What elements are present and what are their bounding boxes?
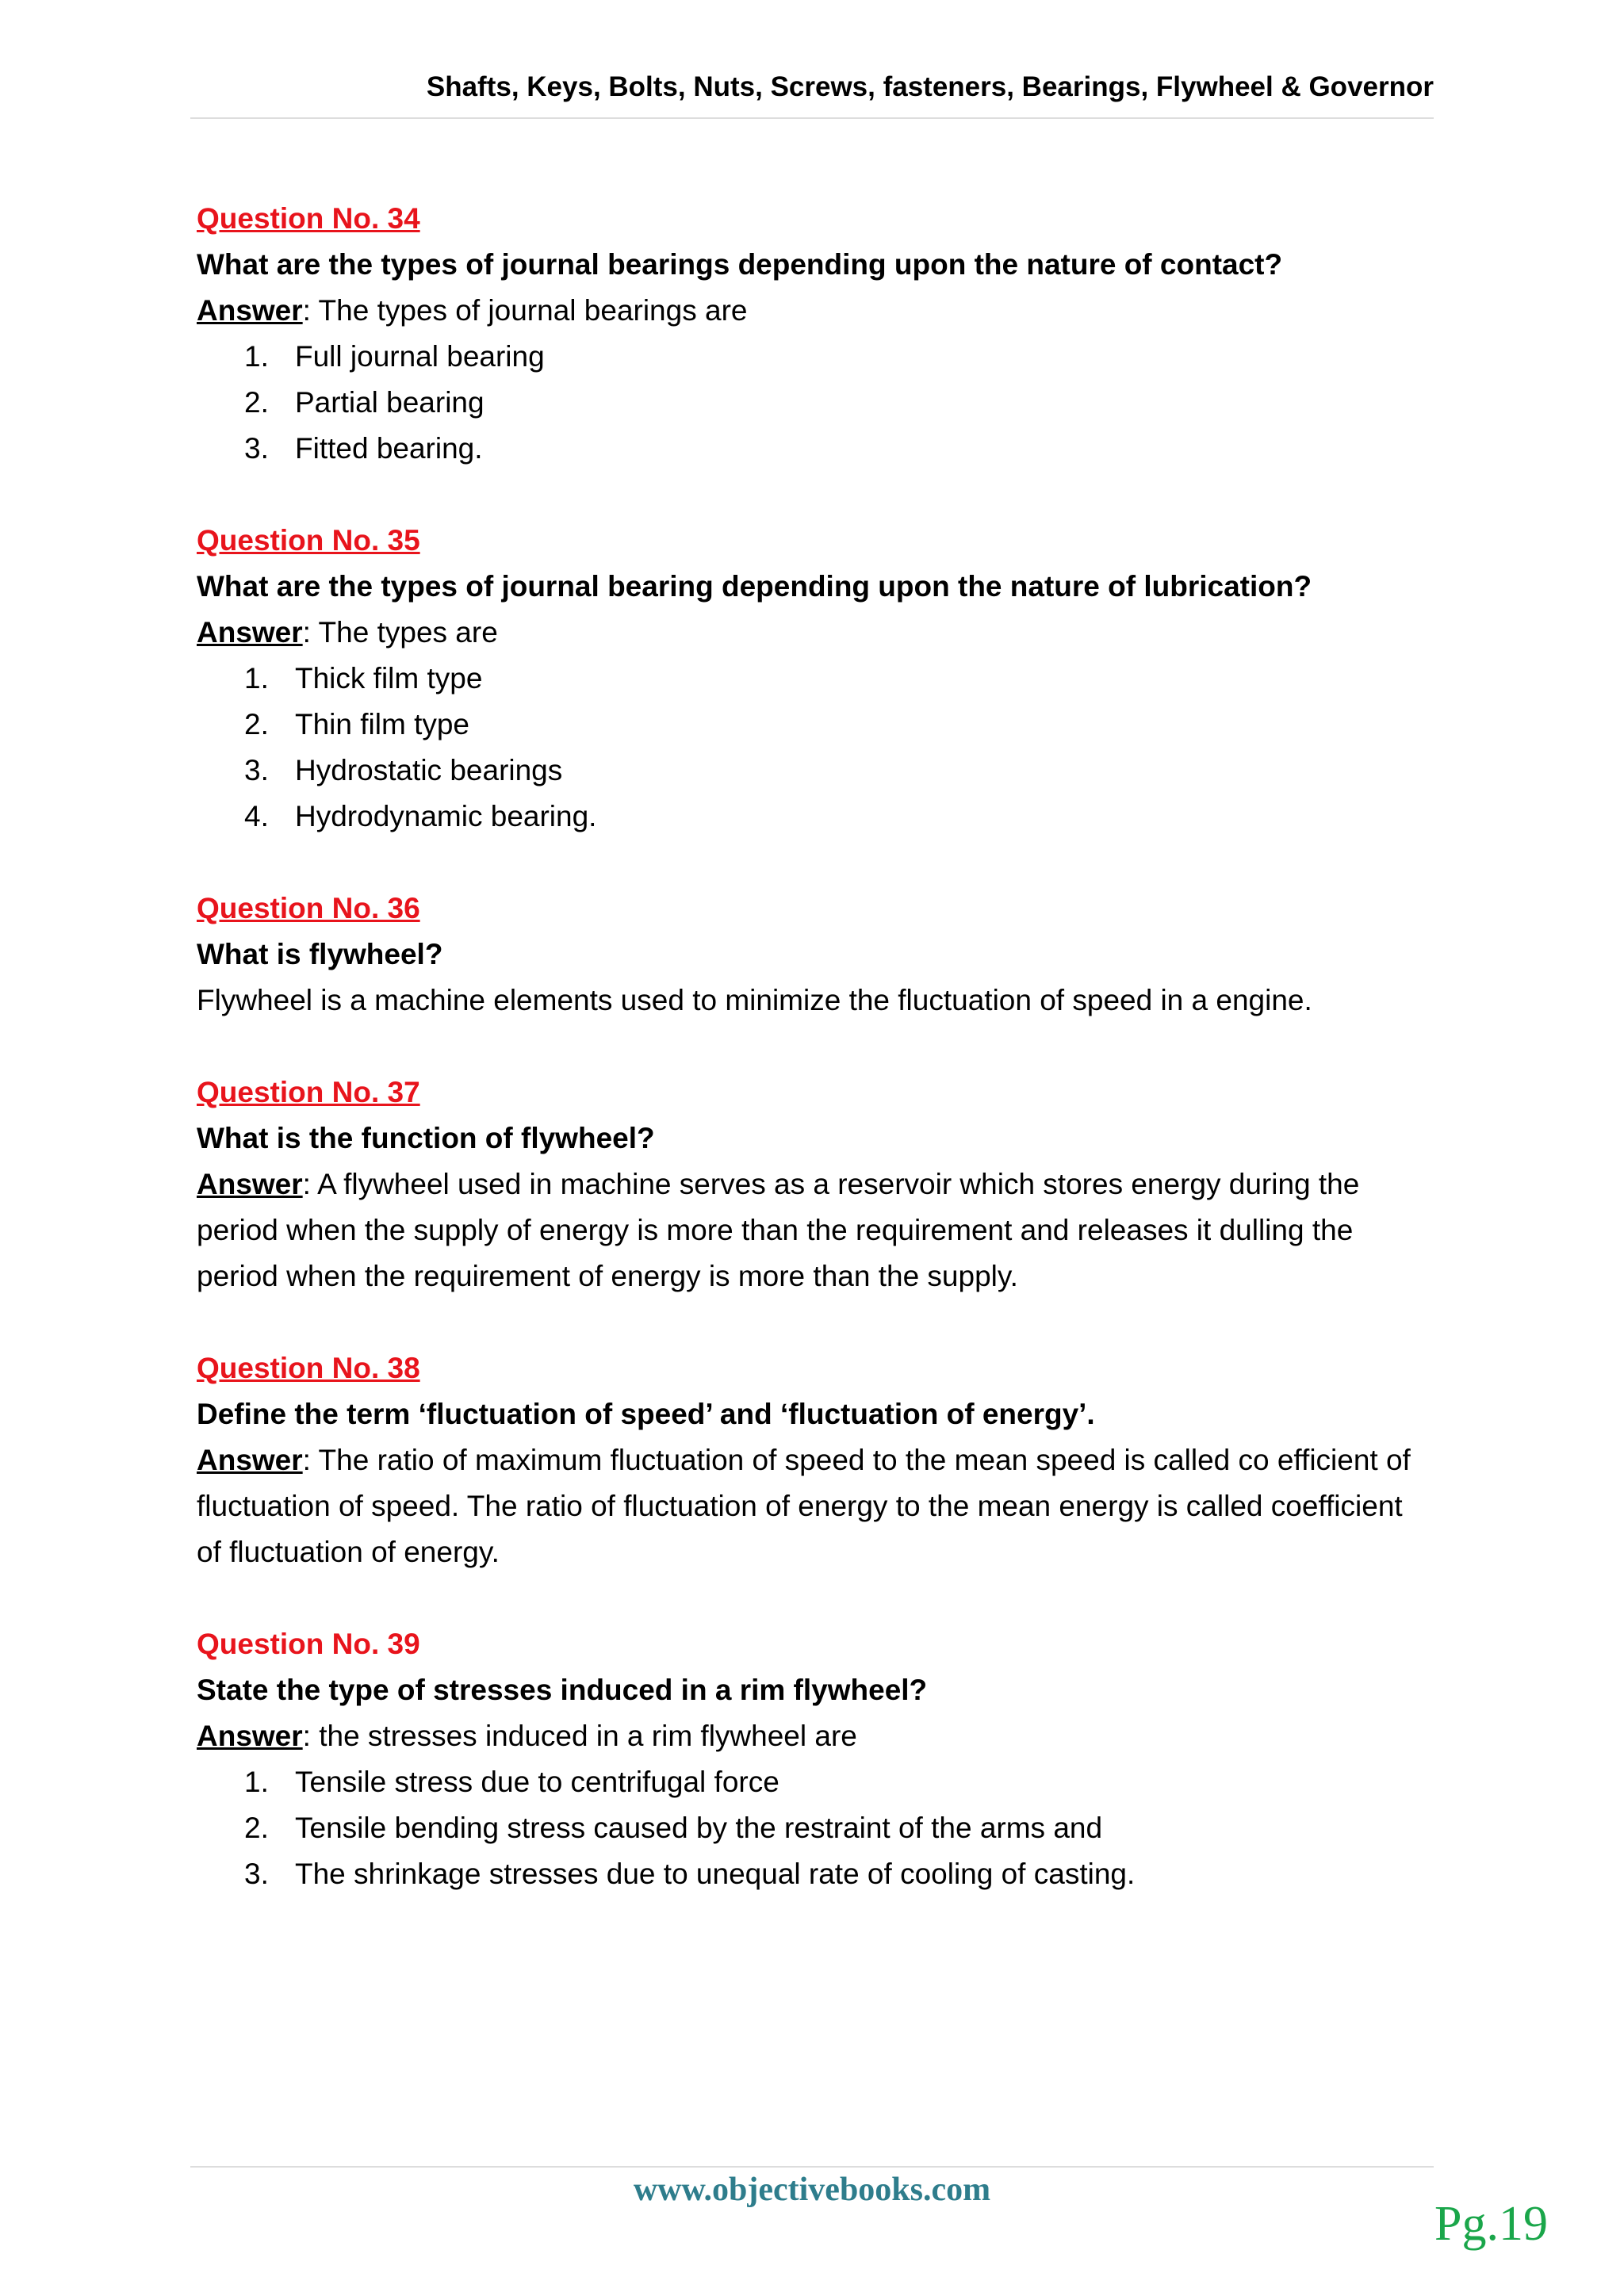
list-item-number: 1.	[244, 662, 269, 695]
list-item-number: 2.	[244, 708, 269, 740]
question-number: Question No. 34	[197, 202, 420, 235]
answer-label: Answer	[197, 1720, 303, 1752]
list-item-text: Tensile stress due to centrifugal force	[295, 1766, 779, 1798]
answer-text: : The types of journal bearings are	[302, 294, 748, 327]
page-content	[197, 196, 1434, 1943]
qa-block-35	[197, 518, 1434, 840]
answer-label: Answer	[197, 616, 303, 649]
list-item	[197, 334, 1434, 380]
list-item	[197, 426, 1434, 472]
question-text: What is flywheel?	[197, 938, 443, 970]
list-item	[197, 656, 1434, 702]
page-number: Pg.19	[1434, 2197, 1548, 2251]
qa-block-34	[197, 196, 1434, 472]
answer	[197, 288, 1434, 334]
answer	[197, 610, 1434, 656]
list-item-number: 4.	[244, 800, 269, 832]
list-item	[197, 794, 1434, 840]
list-item-text: Partial bearing	[295, 386, 485, 419]
question-text: State the type of stresses induced in a rim flywheel?	[197, 1674, 928, 1706]
answer-list	[197, 1759, 1434, 1897]
qa-block-36	[197, 886, 1434, 1024]
list-item	[197, 380, 1434, 426]
list-item	[197, 1759, 1434, 1805]
list-item-number: 3.	[244, 754, 269, 786]
list-item-number: 2.	[244, 386, 269, 419]
list-item	[197, 702, 1434, 748]
answer-text: : A flywheel used in machine serves as a reservoir which stores energy during the period when the supply of energy is more than the requirement and releases it dulling the period when the requirement of energy is more than the supply.	[197, 1168, 1360, 1292]
header-title: Shafts, Keys, Bolts, Nuts, Screws, fasteners, Bearings, Flywheel & Governor	[426, 71, 1434, 102]
answer-list	[197, 656, 1434, 840]
answer	[197, 1161, 1434, 1299]
answer-label: Answer	[197, 294, 303, 327]
list-item	[197, 1851, 1434, 1897]
qa-block-37	[197, 1070, 1434, 1299]
page-header	[190, 71, 1434, 119]
list-item-number: 2.	[244, 1812, 269, 1844]
list-item	[197, 1805, 1434, 1851]
answer-text: : the stresses induced in a rim flywheel are	[302, 1720, 857, 1752]
question-number: Question No. 38	[197, 1352, 420, 1384]
question-text: What are the types of journal bearing depending upon the nature of lubrication?	[197, 570, 1312, 603]
question-number: Question No. 36	[197, 892, 420, 924]
footer-divider	[190, 2166, 1434, 2168]
answer-label: Answer	[197, 1444, 303, 1476]
answer-label: Answer	[197, 1168, 303, 1200]
footer-url[interactable]: www.objectivebooks.com	[633, 2172, 991, 2208]
list-item-text: Tensile bending stress caused by the restraint of the arms and	[295, 1812, 1103, 1844]
list-item-number: 1.	[244, 1766, 269, 1798]
answer	[197, 1437, 1434, 1575]
question-text: What is the function of flywheel?	[197, 1122, 655, 1154]
list-item-number: 3.	[244, 1858, 269, 1890]
question-number: Question No. 35	[197, 524, 420, 557]
answer-text: : The ratio of maximum fluctuation of speed to the mean speed is called co efficient of fluctuation of speed. The ratio of fluctuation of energy to the mean energy is called coefficient of fluctuation of energy.	[197, 1444, 1411, 1568]
qa-block-38	[197, 1345, 1434, 1575]
list-item-text: Fitted bearing.	[295, 432, 483, 465]
qa-block-39	[197, 1621, 1434, 1897]
list-item-text: The shrinkage stresses due to unequal rate of cooling of casting.	[295, 1858, 1136, 1890]
answer	[197, 1713, 1434, 1759]
list-item-text: Hydrostatic bearings	[295, 754, 563, 786]
question-text: Define the term ‘fluctuation of speed’ and ‘fluctuation of energy’.	[197, 1398, 1095, 1430]
list-item-text: Hydrodynamic bearing.	[295, 800, 597, 832]
question-number: Question No. 37	[197, 1076, 420, 1108]
list-item-text: Thin film type	[295, 708, 470, 740]
list-item-number: 1.	[244, 340, 269, 373]
question-number: Question No. 39	[197, 1628, 420, 1660]
list-item-number: 3.	[244, 432, 269, 465]
list-item-text: Full journal bearing	[295, 340, 545, 373]
answer-list	[197, 334, 1434, 472]
list-item	[197, 748, 1434, 794]
list-item-text: Thick film type	[295, 662, 483, 695]
answer-text: : The types are	[302, 616, 498, 649]
question-text: What are the types of journal bearings depending upon the nature of contact?	[197, 248, 1283, 281]
answer-text: Flywheel is a machine elements used to minimize the fluctuation of speed in a engine.	[197, 984, 1312, 1016]
